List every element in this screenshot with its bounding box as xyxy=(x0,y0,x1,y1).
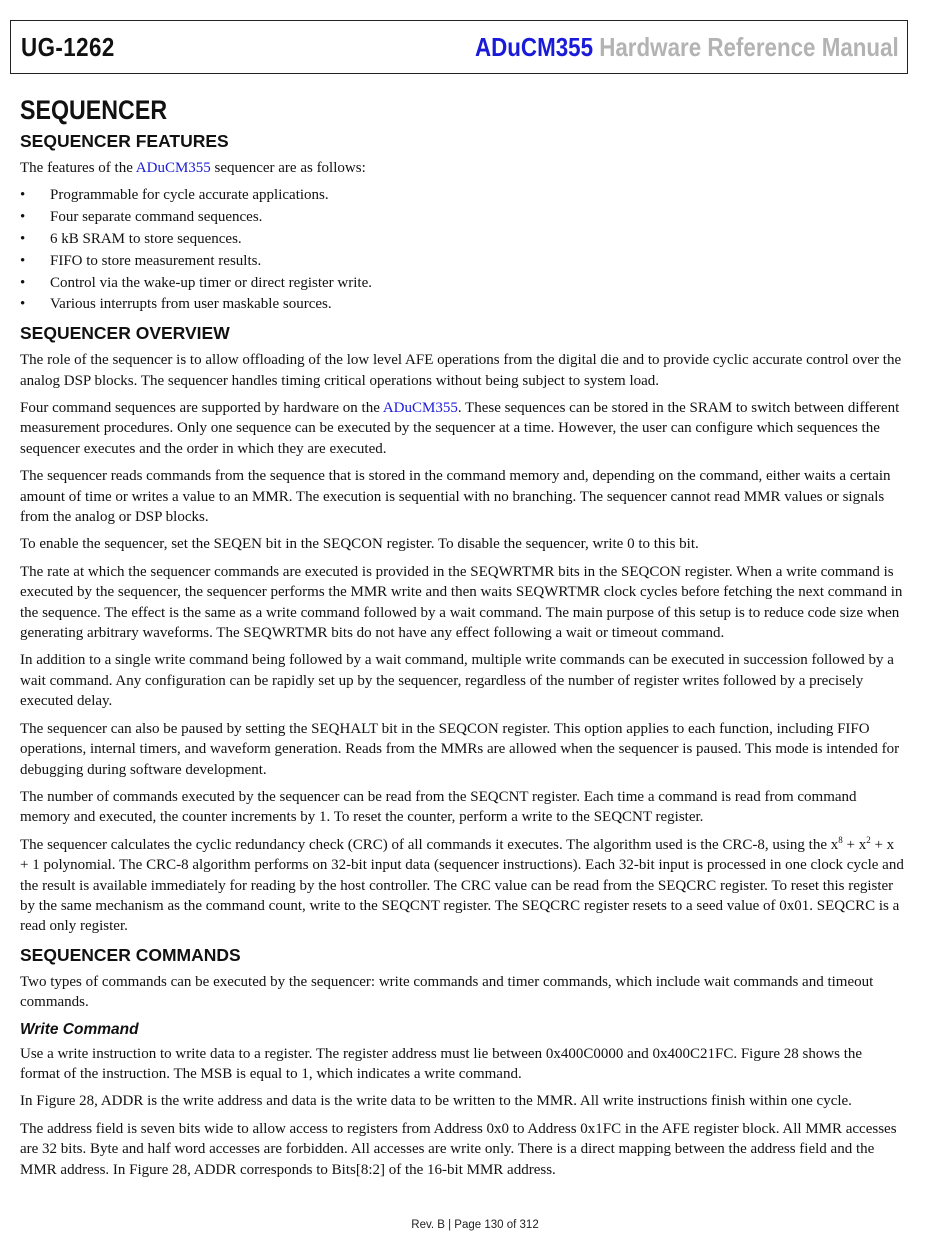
write-command-heading: Write Command xyxy=(20,1020,139,1038)
features-list xyxy=(20,185,905,316)
list-item: • 6 kB SRAM to store sequences. xyxy=(20,229,905,251)
overview-heading: SEQUENCER OVERVIEW xyxy=(20,323,230,344)
commands-paragraph: The address field is seven bits wide to allow access to registers from Address 0x0 to Address 0x1FC in the AFE register block. All MMR accesses are 32 bits. Byte and half word accesses are forbidden. All accesses are write only. There is a direct mapping between the address field and the MMR address. In Figure 28, ADDR corresponds to Bits[8:2] of the 16-bit MMR address. xyxy=(20,1120,897,1178)
overview-paragraph: In addition to a single write command being followed by a wait command, multiple write commands can be executed in succession followed by a wait command. Any configuration can be rapidly set up by the sequencer, regardless of the number of register writes followed by a precisely executed delay. xyxy=(20,652,894,710)
list-item: • Various interrupts from user maskable sources. xyxy=(20,294,905,316)
page-footer: Rev. B | Page 130 of 312 xyxy=(411,1219,539,1231)
features-heading: SEQUENCER FEATURES xyxy=(20,131,229,151)
product-link[interactable]: ADuCM355 xyxy=(382,400,458,416)
overview-paragraph: The sequencer reads commands from the sequence that is stored in the command memory and, depending on the command, either waits a certain amount of time or writes a value to an MMR. The execution is sequential with no branching. The sequencer cannot read MMR values or signals from the analog or DSP blocks. xyxy=(20,468,891,526)
commands-paragraph: Two types of commands can be executed by the sequencer: write commands and timer commands, which include wait commands and timeout commands. xyxy=(20,973,874,1011)
product-name: ADuCM355 xyxy=(475,32,594,62)
commands-paragraph: Use a write instruction to write data to a register. The register address must lie between 0x400C0000 and 0x400C21FC. Figure 28 shows the format of the instruction. The MSB is equal to 1, which indicates a write command. xyxy=(20,1045,863,1082)
list-item: • FIFO to store measurement results. xyxy=(20,251,905,273)
list-item: • Programmable for cycle accurate applications. xyxy=(20,185,905,207)
document-id: UG-1262 xyxy=(21,32,115,62)
section-title: SEQUENCER xyxy=(20,95,168,125)
product-link[interactable]: ADuCM355 xyxy=(135,160,211,176)
features-intro: The features of the ADuCM355 sequencer are as follows: xyxy=(20,160,366,176)
overview-paragraph: The rate at which the sequencer commands are executed is provided in the SEQWRTMR bits in the SEQCON register. When a write command is executed by the sequencer, the sequencer performs the MMR write and then waits SEQWRTMR clock cycles before fetching the next command in the sequence. The effect is the same as a write command followed by a wait command. The main purpose of this setup is to reduce code size when generating arbitrary waveforms. The SEQWRTMR bits do not have any effect following a wait or timeout command. xyxy=(20,563,903,642)
overview-paragraph: Four command sequences are supported by hardware on the ADuCM355. These sequences can be stored in the SRAM to switch between different measurement procedures. Only one sequence can be executed by the sequencer at a time. However, the user can configure which sequences the sequencer executes and the order in which they are executed. xyxy=(20,400,900,457)
commands-paragraph: In Figure 28, ADDR is the write address and data is the write data to be written to the MMR. All write instructions finish within one cycle. xyxy=(20,1093,852,1110)
overview-paragraph: The sequencer can also be paused by setting the SEQHALT bit in the SEQCON register. This option applies to each function, including FIFO operations, internal timers, and waveform generation. Reads from the MMRs are allowed when the sequencer is paused. This mode is intended for debugging during software development. xyxy=(20,720,900,778)
overview-paragraph: The number of commands executed by the sequencer can be read from the SEQCNT register. Each time a command is read from command memory and executed, the counter increments by 1. To reset the counter, perform a write to the SEQCNT register. xyxy=(20,788,857,826)
overview-paragraph: The role of the sequencer is to allow offloading of the low level AFE operations from the digital die and to provide cyclic accurate control over the analog DSP blocks. The sequencer handles timing critical operations without being subject to system load. xyxy=(20,352,902,389)
list-item: • Four separate command sequences. xyxy=(20,207,905,229)
document-title xyxy=(475,32,899,63)
manual-name: Hardware Reference Manual xyxy=(593,32,899,62)
commands-heading: SEQUENCER COMMANDS xyxy=(20,944,241,965)
overview-paragraph: To enable the sequencer, set the SEQEN bit in the SEQCON register. To disable the sequencer, write 0 to this bit. xyxy=(20,536,699,553)
page-content xyxy=(20,94,905,1187)
list-item: • Control via the wake-up timer or direct register write. xyxy=(20,273,905,295)
crc-paragraph: The sequencer calculates the cyclic redundancy check (CRC) of all commands it executes. The algorithm used is the CRC-8, using the $x^8 + x^2 + x + 1$ polynomial. The CRC-8 algorithm performs on 32-bit input data (sequencer instructions). Each 32-bit input is processed in one clock cycle and the result is available immediately for reading by the host controller. The CRC value can be read from the SEQCRC register. To reset this register by the same mechanism as the command count, write to the SEQCNT register. The SEQCRC register resets to a seed value of 0x01. SEQCRC is a read only register. xyxy=(20,834,904,935)
page-header xyxy=(10,20,908,74)
